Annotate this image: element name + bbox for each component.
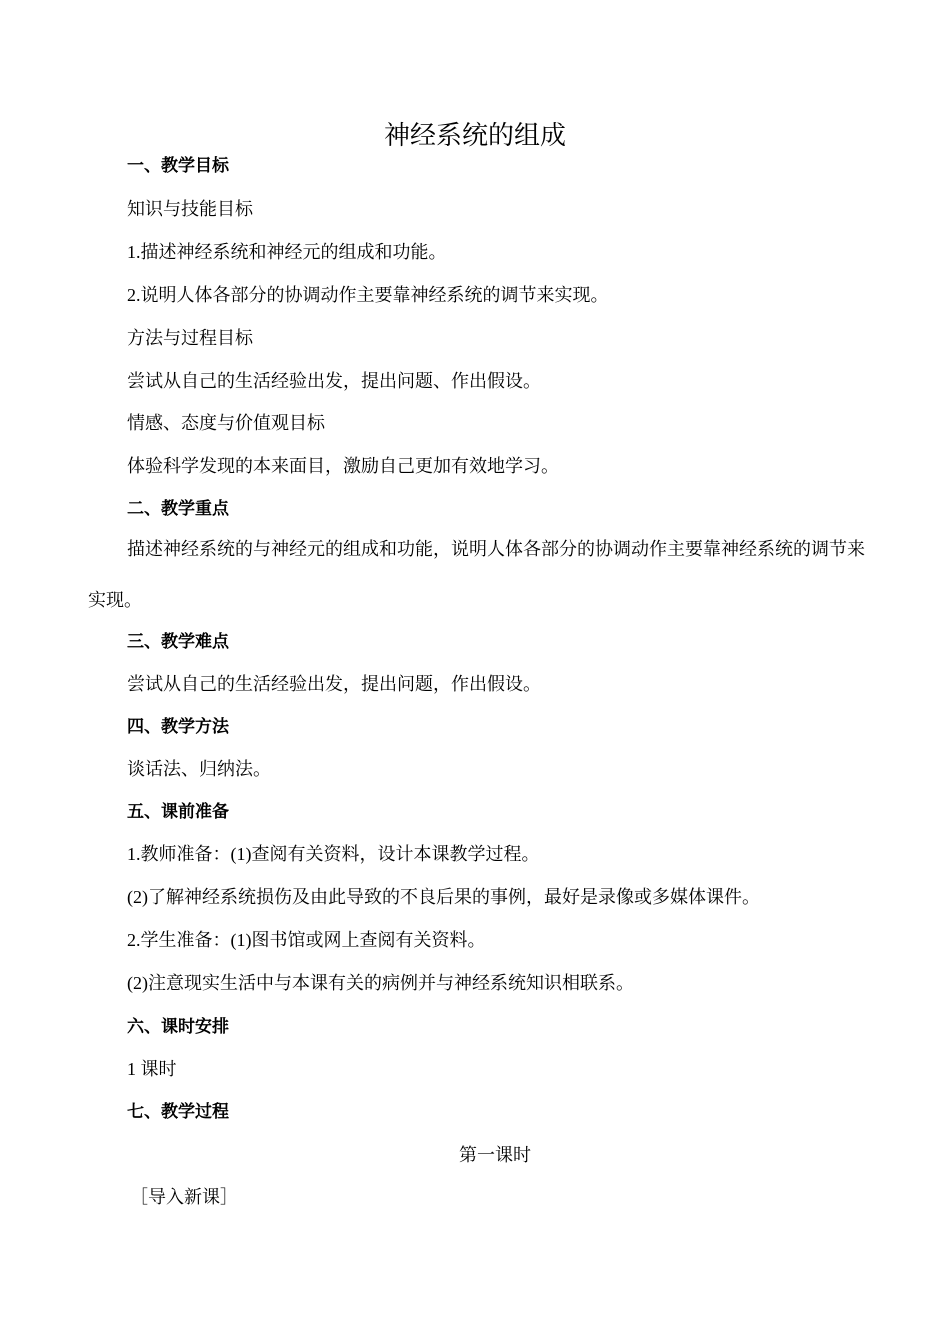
student-preparation-1: 2.学生准备：(1)图书馆或网上查阅有关资料。	[127, 930, 486, 950]
section-heading-methods: 四、教学方法	[127, 717, 229, 737]
lesson-label: 第一课时	[459, 1145, 531, 1165]
section-heading-preparation: 五、课前准备	[127, 802, 229, 822]
schedule-text: 1 课时	[127, 1059, 177, 1079]
method-process-text: 尝试从自己的生活经验出发，提出问题、作出假设。	[127, 371, 541, 391]
emotion-value-text: 体验科学发现的本来面目，激励自己更加有效地学习。	[127, 456, 559, 476]
section-heading-key-points: 二、教学重点	[127, 499, 229, 519]
emotion-value-label: 情感、态度与价值观目标	[127, 413, 325, 433]
knowledge-item-1: 1.描述神经系统和神经元的组成和功能。	[127, 242, 447, 262]
section-heading-schedule: 六、课时安排	[127, 1017, 229, 1037]
knowledge-item-2: 2.说明人体各部分的协调动作主要靠神经系统的调节来实现。	[127, 285, 609, 305]
section-heading-process: 七、教学过程	[127, 1102, 229, 1122]
teacher-preparation-2: (2)了解神经系统损伤及由此导致的不良后果的事例，最好是录像或多媒体课件。	[127, 887, 760, 907]
key-points-text: 描述神经系统的与神经元的组成和功能，说明人体各部分的协调动作主要靠神经系统的调节来实现。	[88, 539, 865, 610]
teacher-preparation-1: 1.教师准备：(1)查阅有关资料，设计本课教学过程。	[127, 844, 540, 864]
knowledge-skill-label: 知识与技能目标	[127, 199, 253, 219]
document-title: 神经系统的组成	[383, 121, 566, 151]
method-process-label: 方法与过程目标	[127, 328, 253, 348]
student-preparation-2: (2)注意现实生活中与本课有关的病例并与神经系统知识相联系。	[127, 973, 634, 993]
section-heading-objectives: 一、教学目标	[127, 156, 229, 176]
section-heading-difficulties: 三、教学难点	[127, 632, 229, 652]
intro-label: ［导入新课］	[130, 1187, 238, 1207]
methods-text: 谈话法、归纳法。	[127, 759, 271, 779]
difficulties-text: 尝试从自己的生活经验出发，提出问题，作出假设。	[127, 674, 541, 694]
